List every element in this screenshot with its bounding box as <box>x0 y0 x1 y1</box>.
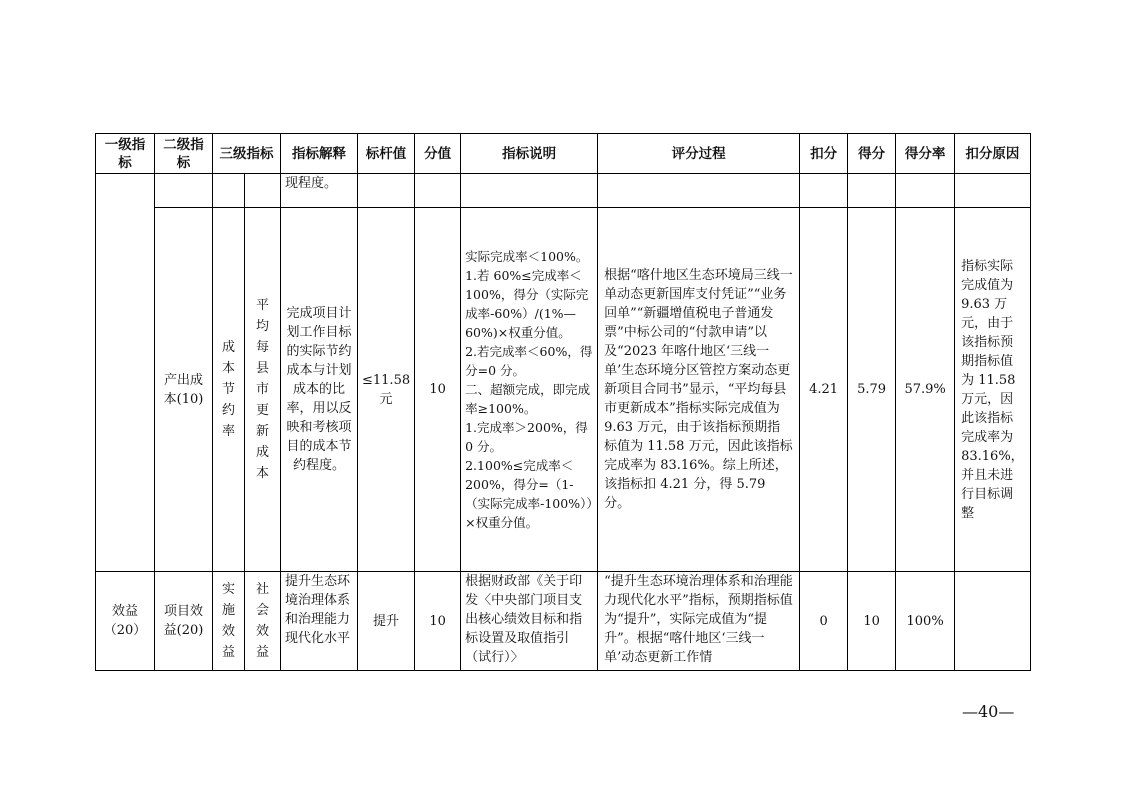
cell-description-benefit: 根据财政部《关于印发〈中央部门项目支出核心绩效目标和指标设置及取值指引（试行）〉 <box>461 572 598 671</box>
cell-explanation-benefit: 提升生态环境治理体系和治理能力现代化水平 <box>281 572 358 671</box>
header-deduct: 扣分 <box>800 134 848 174</box>
table-row-cost <box>96 208 1031 572</box>
header-level2: 二级指标 <box>155 134 213 174</box>
cell-score-value-benefit: 10 <box>415 572 461 671</box>
header-row <box>96 134 1031 174</box>
cell-level3b-benefit: 社会效益 <box>245 572 281 671</box>
cell-deduct: 4.21 <box>800 208 848 572</box>
header-benchmark: 标杆值 <box>358 134 415 174</box>
cell-score-value: 10 <box>415 208 461 572</box>
performance-table <box>95 133 1031 671</box>
table-row-benefit <box>96 572 1031 671</box>
cell-benchmark: ≤11.58元 <box>358 208 415 572</box>
cell-score: 5.79 <box>848 208 896 572</box>
table-row-continued <box>96 174 1031 208</box>
header-score-value: 分值 <box>415 134 461 174</box>
header-level1: 一级指标 <box>96 134 155 174</box>
cell-level1-blank <box>96 174 155 572</box>
cell-level2: 产出成本(10) <box>155 208 213 572</box>
page-number: —40— <box>962 702 1015 721</box>
cell-level3a-benefit: 实施效益 <box>213 572 245 671</box>
cell-level3a: 成本节约率 <box>213 208 245 572</box>
cell-level1: 效益（20） <box>96 572 155 671</box>
cell-level2-benefit: 项目效益(20) <box>155 572 213 671</box>
header-reason: 扣分原因 <box>955 134 1031 174</box>
cell-score-benefit: 10 <box>848 572 896 671</box>
cell-process-benefit: “提升生态环境治理体系和治理能力现代化水平”指标，预期指标值为“提升”，实际完成值为“提升”。根据“喀什地区‘三线一单’动态更新工作情 <box>598 572 800 671</box>
cell-level3b: 平均每县市更新成本 <box>245 208 281 572</box>
cell-description: 实际完成率＜100%。 1.若 60%≤完成率＜100%，得分（实际完成率-60%）/(1%—60%)×权重分值。 2.若完成率＜60%，得分=0 分。 二、超额完成，即完成率≥100%。 1.完成率＞200%，得 0 分。 2.100%≤完成率＜200%，得分=（1-（实际完成率-100%））×权重分值。 <box>461 208 598 572</box>
cell-deduct-benefit: 0 <box>800 572 848 671</box>
cell-benchmark-benefit: 提升 <box>358 572 415 671</box>
header-process: 评分过程 <box>598 134 800 174</box>
header-level3: 三级指标 <box>213 134 281 174</box>
cell-reason-benefit <box>955 572 1031 671</box>
cell-rate: 57.9% <box>896 208 955 572</box>
header-explanation: 指标解释 <box>281 134 358 174</box>
cell-reason: 指标实际完成值为 9.63 万元，由于该指标预期指标值为 11.58 万元，因此该指标完成率为 83.16%，并且未进行目标调整 <box>955 208 1031 572</box>
header-rate: 得分率 <box>896 134 955 174</box>
header-score: 得分 <box>848 134 896 174</box>
cell-explanation-continued: 现程度。 <box>281 174 358 208</box>
cell-process: 根据“喀什地区生态环境局三线一单动态更新国库支付凭证”“业务回单”“新疆增值税电子普通发票”中标公司的“付款申请”以及“2023 年喀什地区‘三线一单’生态环境分区管控方案动态更新项目合同书”显示，“平均每县市更新成本”指标实际完成值为 9.63 万元，由于该指标预期指标值为 11.58 万元，因此该指标完成率为 83.16%。综上所述，该指标扣 4.21 分，得 5.79 分。 <box>598 208 800 572</box>
cell-rate-benefit: 100% <box>896 572 955 671</box>
cell-explanation: 完成项目计划工作目标的实际节约成本与计划成本的比率，用以反映和考核项目的成本节约程度。 <box>281 208 358 572</box>
header-description: 指标说明 <box>461 134 598 174</box>
